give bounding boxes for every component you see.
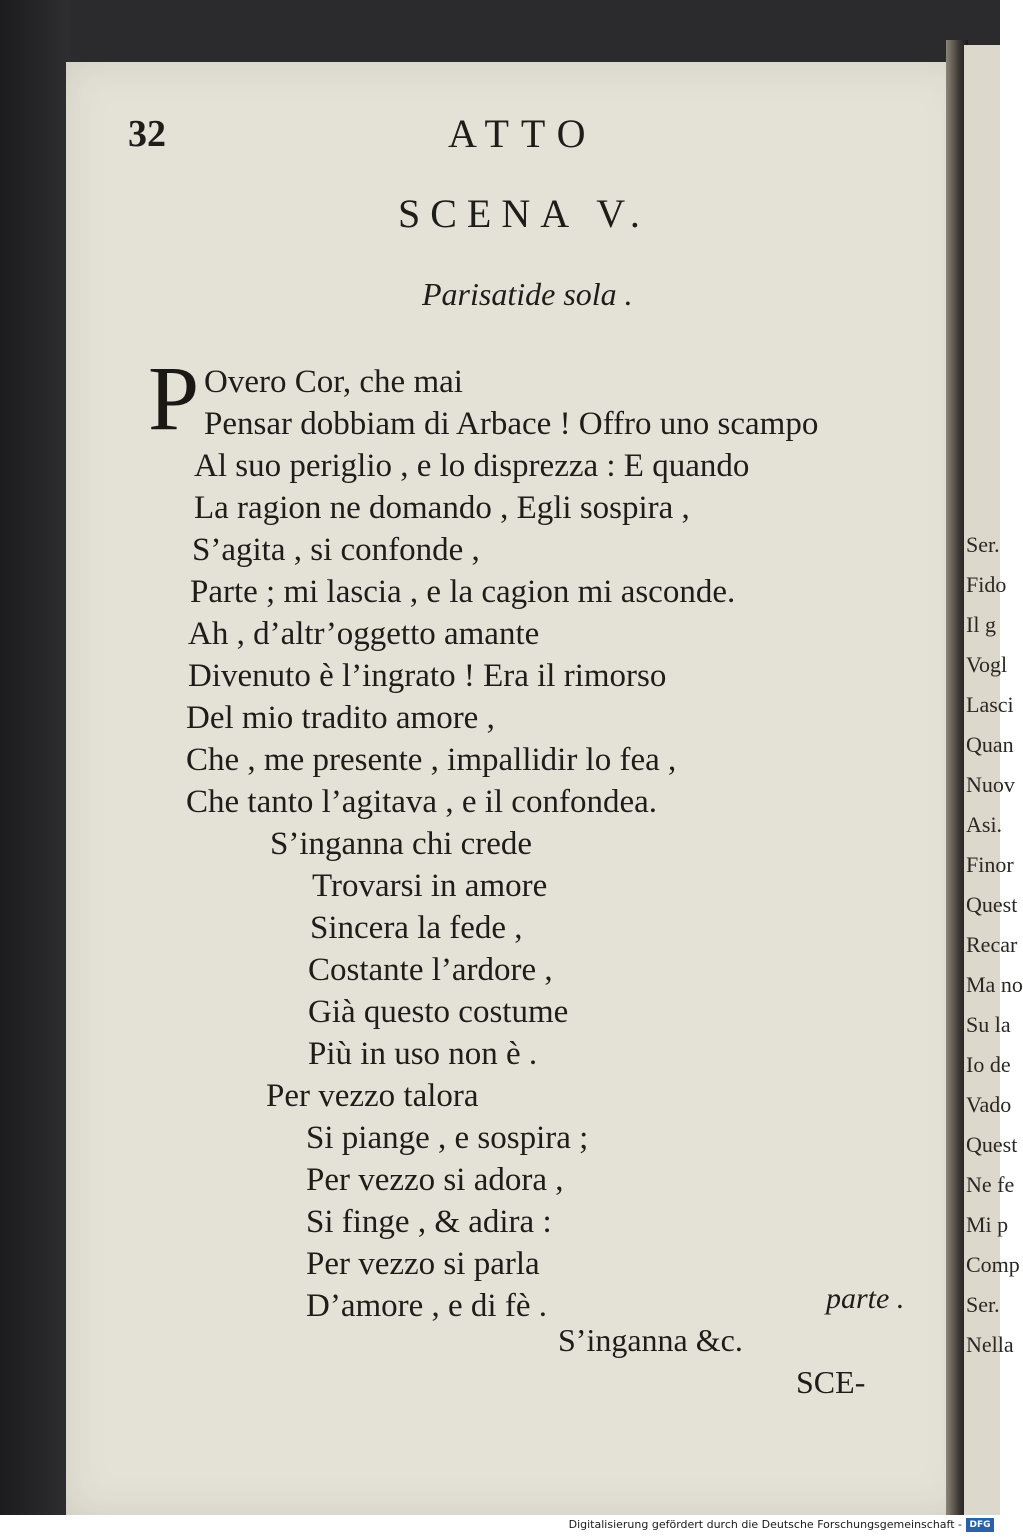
aria-line: Trovarsi in amore (312, 868, 548, 904)
aria-line: Per vezzo si adora , (306, 1162, 564, 1198)
digitization-credit: Digitalisierung gefördert durch die Deutsche Forschungsgemeinschaft - (568, 1518, 962, 1531)
running-head: ATTO (448, 111, 598, 156)
aria-line: S’inganna chi crede (270, 826, 533, 862)
aria-reprise: S’inganna &c. (558, 1322, 743, 1358)
book-edge-left (0, 0, 70, 1515)
recitative-line: S’agita , si confonde , (192, 532, 480, 568)
aria-line: Costante l’ardore , (308, 952, 553, 988)
facing-page-edge (964, 45, 1023, 1515)
aria-line: Sincera la fede , (310, 910, 523, 946)
aria-line: Già questo costume (308, 994, 569, 1030)
recitative-line: Che , me presente , impallidir lo fea , (186, 742, 677, 778)
recitative-line: La ragion ne domando , Egli sospira , (194, 490, 690, 526)
recitative-line: Parte ; mi lascia , e la cagion mi asconde. (190, 574, 736, 610)
aria-line: Per vezzo si parla (306, 1246, 540, 1282)
aria-line: Si finge , & adira : (306, 1204, 552, 1240)
recitative-line: Divenuto è l’ingrato ! Era il rimorso (188, 658, 667, 694)
recitative-line: Al suo periglio , e lo disprezza : E quando (194, 448, 750, 484)
character-heading: Parisatide sola . (422, 276, 633, 312)
scene-title: SCENA V. (398, 191, 650, 236)
recitative-line: Del mio tradito amore , (186, 700, 495, 736)
aria-line: Per vezzo talora (266, 1078, 479, 1114)
aria-line: Più in uso non è . (308, 1036, 538, 1072)
aria-line: Si piange , e sospira ; (306, 1120, 589, 1156)
stage-direction: parte . (826, 1282, 905, 1315)
drop-cap: P (148, 347, 200, 449)
recitative-line: Che tanto l’agitava , e il confondea. (186, 784, 657, 820)
recitative-line: Overo Cor, che mai (204, 364, 463, 400)
page-number: 32 (128, 113, 166, 155)
facing-page-text: Ser. Fido Il g Vogl Lasci Quan Nuov Asi. Finor Quest Recar Ma no Su la Io de Vado Quest Ne fe Mi p Comp Ser. Nella (966, 532, 1023, 1357)
recitative-line: Pensar dobbiam di Arbace ! Offro uno scampo (204, 406, 819, 442)
dfg-logo-icon: DFG (966, 1518, 994, 1532)
catchword: SCE- (796, 1364, 866, 1400)
aria-line: D’amore , e di fè . (306, 1288, 547, 1324)
recitative-line: Ah , d’altr’oggetto amante (188, 616, 540, 652)
